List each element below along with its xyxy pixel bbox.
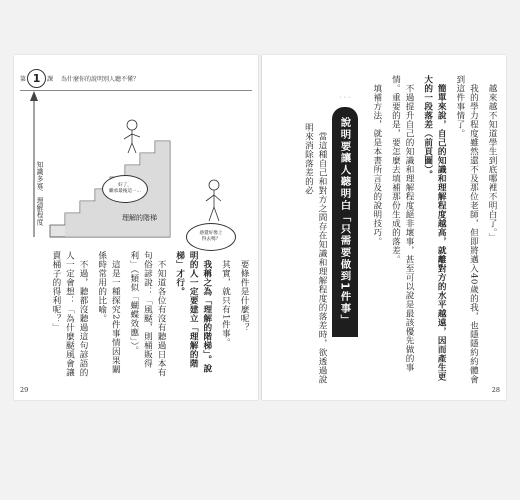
- paragraph: 其實，就只有1件事。: [220, 259, 231, 347]
- paragraph: 我稱之為「理解的階梯」。說明的人一定要建立「理解的階梯」才行。: [174, 251, 212, 373]
- paragraph: 不知道各位有沒有聽過日本有句俗諺說：「風颳，則桶販得利」（類似「蝴蝶效應」）。: [128, 251, 167, 377]
- right-body-text-2: [270, 123, 328, 385]
- paragraph: 不過提升自己的知識和理解程度絕非壞事，甚至可以說是最該優先做的事情。重要的是，要怎麼去填補那份生成的落差。: [390, 75, 415, 372]
- paragraph: 填補方法，就是本書所言及的說明技巧。: [371, 83, 382, 246]
- staircase-diagram: [20, 75, 252, 243]
- paragraph: 要條件是什麼呢？: [239, 259, 249, 332]
- lesson-number: 1: [27, 69, 46, 88]
- left-body-text: [28, 251, 250, 379]
- page-number-right: 28: [491, 386, 500, 394]
- axis-label: 知識多寡．理解程度: [35, 161, 43, 226]
- paragraph: 當這種自己和對方之間存在知識和理解程度的落差時，欲透過說明來消除落差的必: [303, 123, 327, 384]
- speech-bubble-student: [186, 223, 236, 251]
- speech-bubble-student-text: 感覺好像上 得去嗎？: [199, 231, 223, 242]
- chapter-heading: 說明要讓人聽明白「只需要做到1件事」: [332, 107, 358, 337]
- paragraph: 不過，聽都沒聽過這句諺語的人一定會想：「為什麼颳風會讓賣桶子的得利呢？」: [50, 251, 89, 377]
- lesson-prefix: 第: [20, 76, 27, 83]
- paragraph: 我的學力程度雖然還不及那位老師，但即將邁入40歲的我，也隱隱約約體會到這件事情了。: [454, 75, 479, 384]
- ornament-icon: ◦ ◦ ◦: [338, 95, 352, 101]
- lesson-suffix: 課: [47, 76, 54, 83]
- page-number-left: 29: [20, 386, 29, 394]
- speech-bubble-teacher-text: 好了， 繼承最後這一...: [109, 183, 141, 194]
- right-page: [262, 55, 506, 400]
- running-title: 為什麼你的說明別人聽不懂？: [61, 76, 140, 83]
- left-page: [14, 55, 258, 400]
- speech-bubble-teacher: [102, 175, 148, 203]
- paragraph: 簡單來說，自己的知識和理解程度越高，就離對方的水平越遠，因而產生更大的一段落差（前頁圖）。: [422, 75, 447, 381]
- stairs-label: 理解的階梯: [122, 214, 157, 222]
- paragraph: 越來越不知道學生到底哪裡不明白了。」: [487, 83, 497, 242]
- paragraph: 這是一種探究2件事情因果關係時常用的比喻。: [96, 251, 121, 374]
- right-body-text-1: [371, 75, 498, 385]
